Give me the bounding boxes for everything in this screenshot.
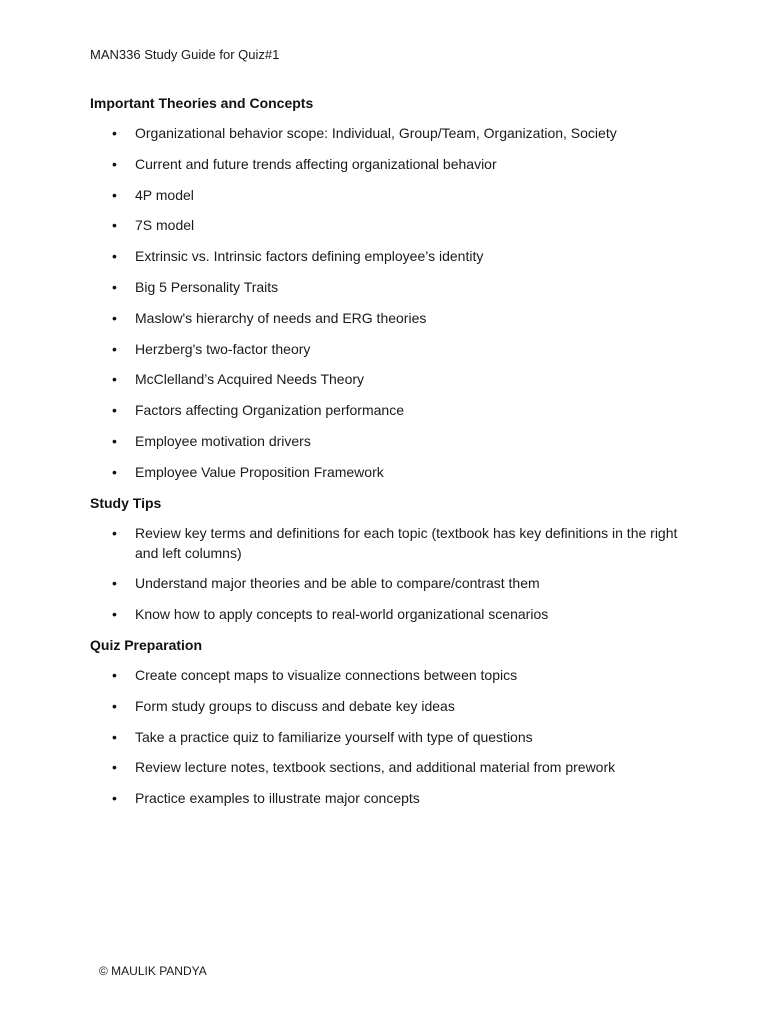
list-item: • Big 5 Personality Traits	[90, 277, 690, 297]
list-item: • Current and future trends affecting organizational behavior	[90, 154, 690, 174]
document-title: MAN336 Study Guide for Quiz#1	[90, 47, 280, 62]
list-item: • 4P model	[90, 185, 690, 205]
list-item: • Organizational behavior scope: Individual, Group/Team, Organization, Society	[90, 123, 690, 143]
list-item: • Extrinsic vs. Intrinsic factors defining employee’s identity	[90, 246, 690, 266]
copyright-footer: © MAULIK PANDYA	[99, 964, 207, 978]
bullet-list-quiz-preparation	[90, 665, 690, 808]
list-item: • Create concept maps to visualize connections between topics	[90, 665, 690, 685]
list-item: • Factors affecting Organization performance	[90, 400, 690, 420]
list-item: • McClelland’s Acquired Needs Theory	[90, 369, 690, 389]
list-item: • Herzberg's two-factor theory	[90, 339, 690, 359]
list-item: • Understand major theories and be able to compare/contrast them	[90, 573, 690, 593]
list-item: • Practice examples to illustrate major concepts	[90, 788, 690, 808]
list-item: • Form study groups to discuss and debate key ideas	[90, 696, 690, 716]
list-item: • Employee Value Proposition Framework	[90, 462, 690, 482]
list-item: • Maslow's hierarchy of needs and ERG theories	[90, 308, 690, 328]
document-body	[90, 93, 690, 819]
list-item: • Review lecture notes, textbook sections, and additional material from prework	[90, 757, 690, 777]
bullet-list-study-tips	[90, 523, 690, 625]
list-item: • Review key terms and definitions for each topic (textbook has key definitions in the right and left columns)	[90, 523, 690, 563]
section-heading-study-tips: Study Tips	[90, 494, 162, 511]
bullet-list-theories	[90, 123, 690, 482]
list-item: • Know how to apply concepts to real-world organizational scenarios	[90, 604, 690, 624]
list-item: • 7S model	[90, 215, 690, 235]
section-heading-quiz-preparation: Quiz Preparation	[90, 636, 203, 653]
list-item: • Employee motivation drivers	[90, 431, 690, 451]
section-heading-theories: Important Theories and Concepts	[90, 95, 314, 111]
list-item: • Take a practice quiz to familiarize yourself with type of questions	[90, 727, 690, 747]
